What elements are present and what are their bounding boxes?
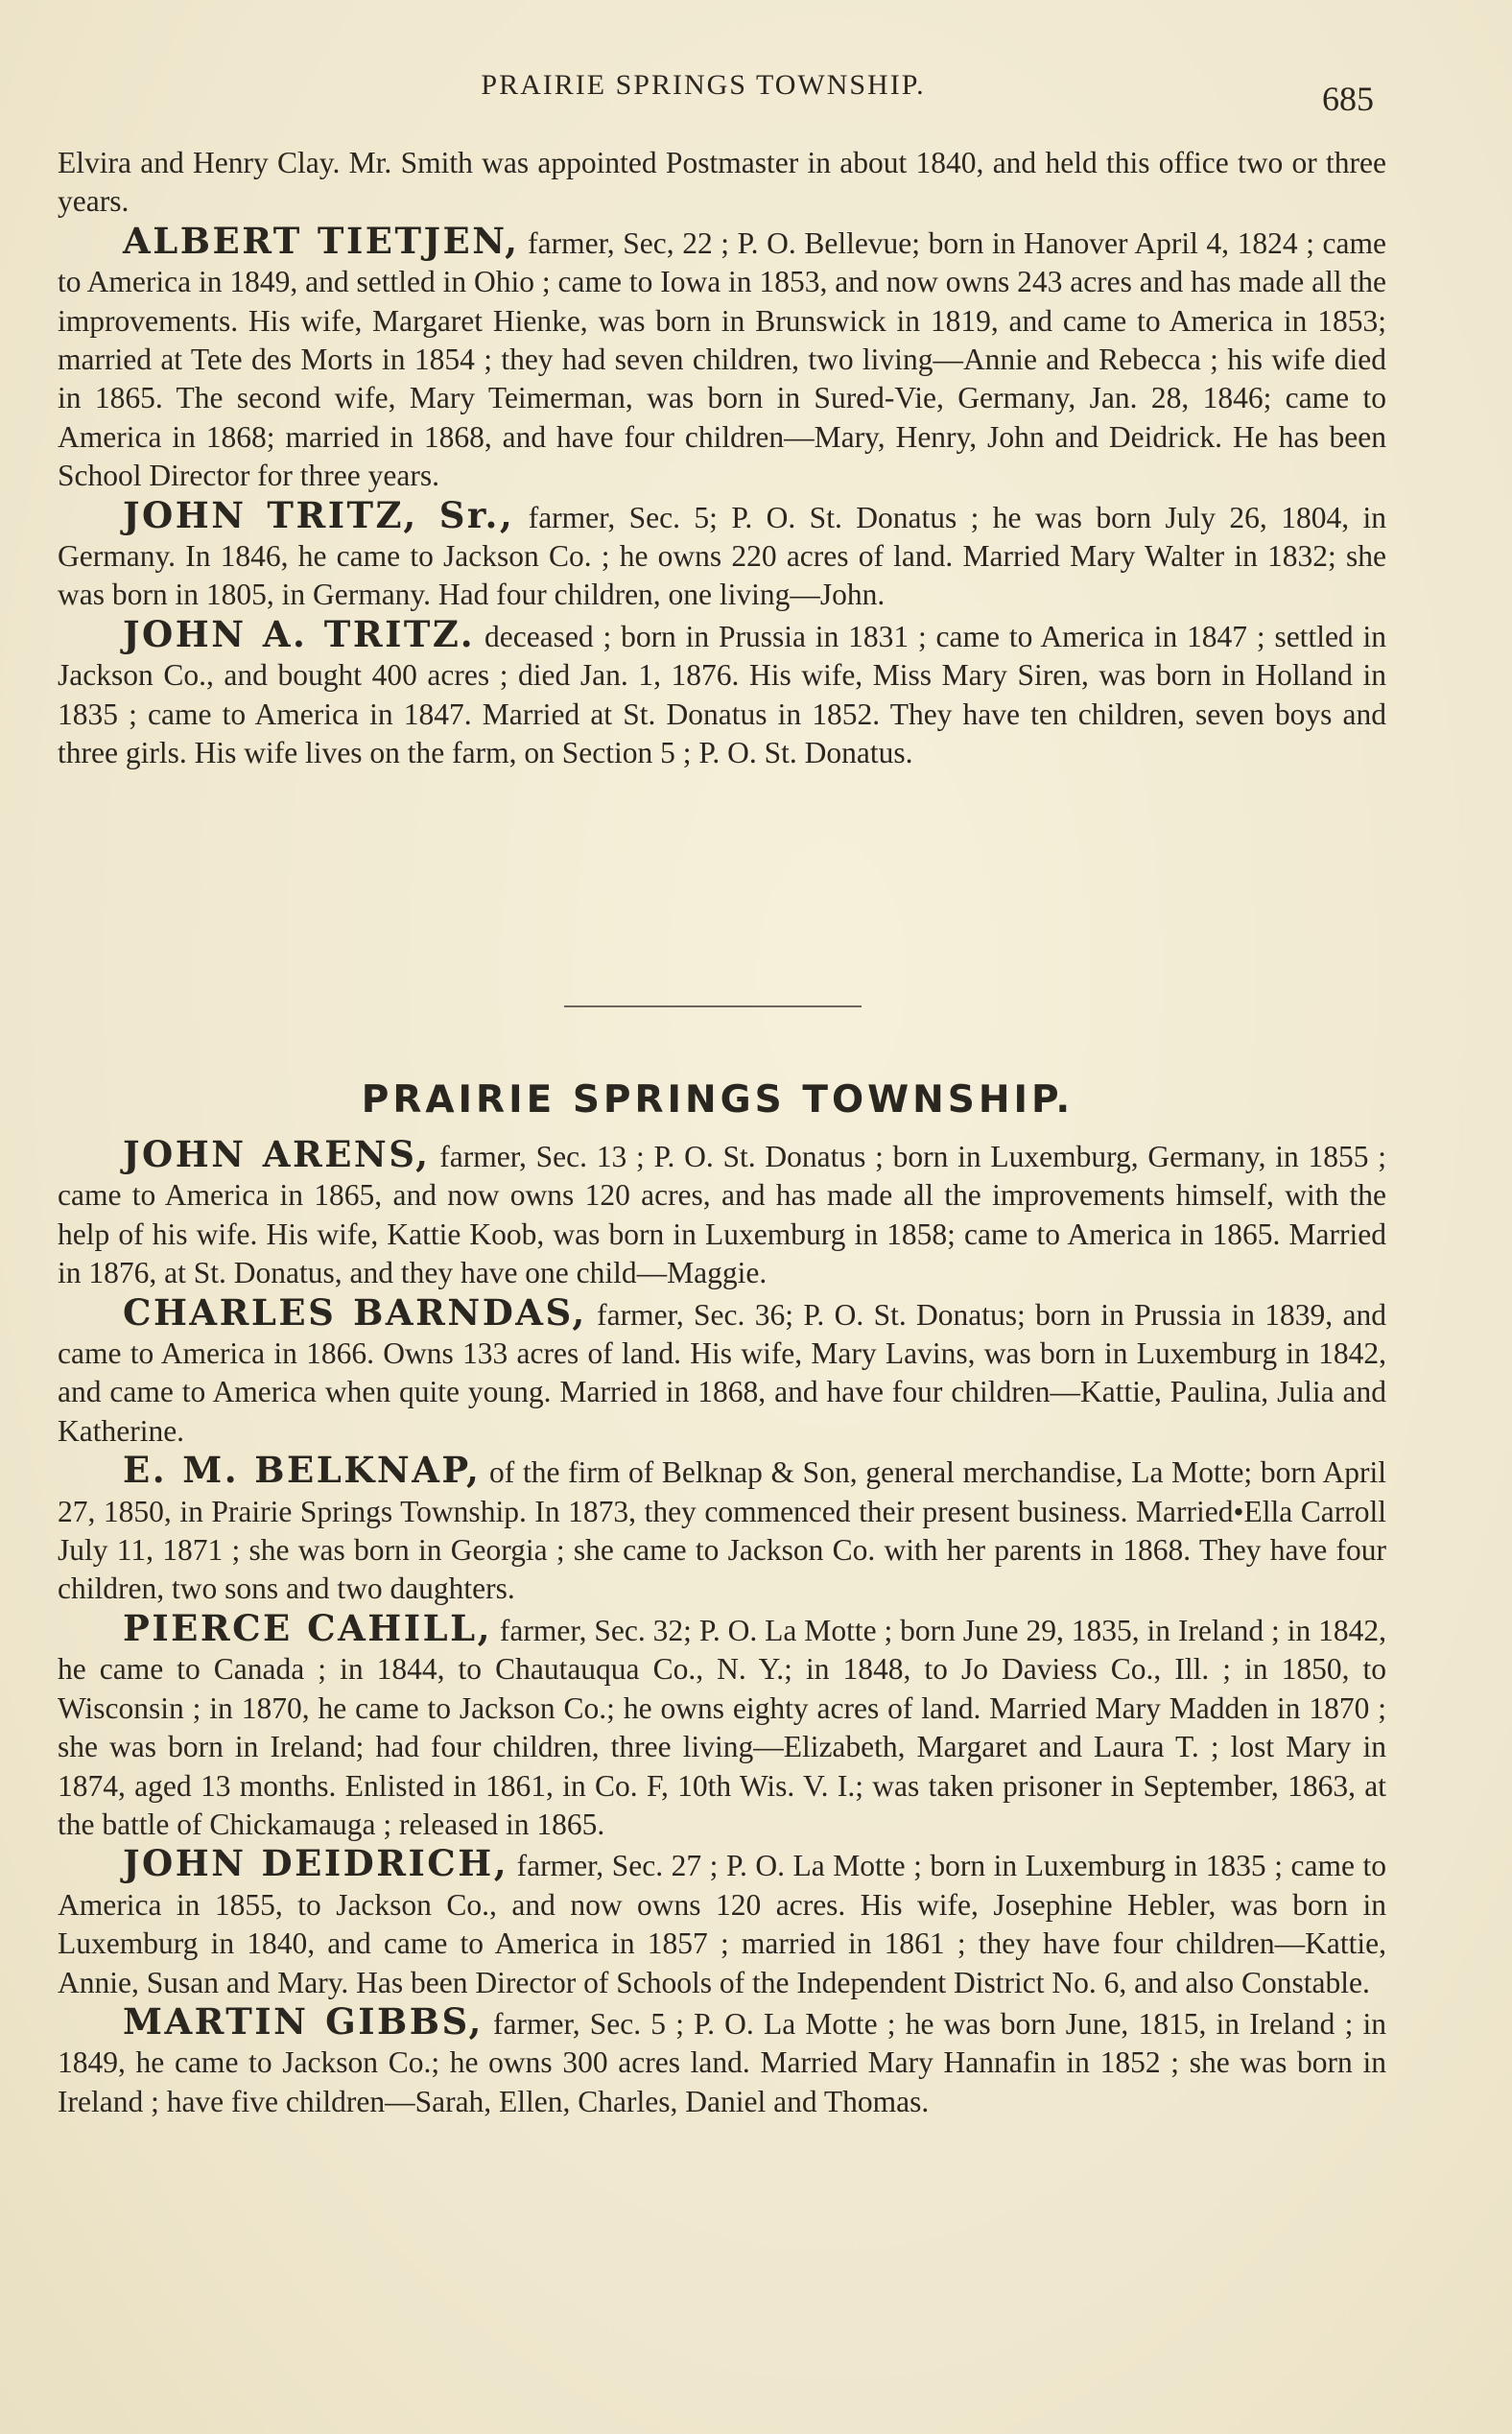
section-heading-text: PRAIRIE SPRINGS TOWNSHIP. — [361, 1078, 1075, 1122]
biography-entry — [58, 1451, 1386, 1609]
section-divider — [564, 1005, 862, 1007]
entry-name: JOHN A. TRITZ. — [123, 612, 476, 655]
continued-entry — [58, 144, 1386, 222]
entry-name: CHARLES BARNDAS, — [123, 1290, 587, 1334]
entry-text: deceased ; born in Prussia in 1831 ; came to America in 1847 ; settled in Jackson Co., and bought 400 acres ; died Jan. 1, 1876. His wife, Miss Mary Siren, was born in Holland in 1835 ; came to America in 1847. Married at St. Donatus in 1852. They have ten children, seven boys and three girls. His wife lives on the farm, on Section 5 ; P. O. St. Donatus. — [58, 619, 1387, 770]
entry-text: of the firm of Belknap & Son, general merchandise, La Motte; born April 27, 1850, in Prairie Springs Township. In 1873, they commenced their present business. Married•Ella Carroll July 11, 1871 ; she was born in Georgia ; she came to Jackson Co. with her parents in 1868. They have four children, two sons and two daughters. — [58, 1455, 1386, 1606]
entry-name: PIERCE CAHILL, — [123, 1606, 492, 1649]
entry-text: farmer, Sec. 32; P. O. La Motte ; born June 29, 1835, in Ireland ; in 1842, he came to Canada ; in 1844, to Chautauqua Co., N. Y.; in 1848, to Jo Daviess Co., Ill. ; in 1850, to Wisconsin ; in 1870, he came to Jackson Co.; he owns eighty acres of land. Married Mary Madden in 1870 ; she was born in Ireland; had four children, three living—Elizabeth, Margaret and Laura T. ; lost Mary in 1874, aged 13 months. Enlisted in 1861, in Co. F, 10th Wis. V. I.; was taken prisoner in September, 1863, at the battle of Chickamauga ; released in 1865. — [58, 1613, 1387, 1841]
entry-text: farmer, Sec. 5 ; P. O. La Motte ; he was born June, 1815, in Ireland ; in 1849, he came to Jackson Co.; he owns 300 acres land. Married Mary Hannafin in 1852 ; she was born in Ireland ; have five children—Sarah, Ellen, Charles, Daniel and Thomas. — [58, 2006, 1386, 2118]
biography-entry — [58, 1135, 1386, 1293]
biography-entry — [58, 1606, 1387, 1844]
biography-entry — [58, 493, 1386, 615]
entry-text: farmer, Sec, 22 ; P. O. Bellevue; born in Hanover April 4, 1824 ; came to America in 1849, and settled in Ohio ; came to Iowa in 1853, and now owns 243 acres and has made all the improvements. His wife, Margaret Hienke, was born in Brunswick in 1819, and came to America in 1853; married at Tete des Morts in 1854 ; they had seven children, two living—Annie and Rebecca ; his wife died in 1865. The second wife, Mary Teimerman, was born in Sured-Vie, Germany, Jan. 28, 1846; came to America in 1868; married in 1868, and have four children—Mary, Henry, John and Deidrick. He has been School Director for three years. — [58, 225, 1386, 493]
entry-text: Elvira and Henry Clay. Mr. Smith was appointed Postmaster in about 1840, and held this office two or three years. — [58, 146, 1386, 219]
entry-name: ALBERT TIETJEN, — [123, 219, 520, 262]
entry-text: farmer, Sec. 5; P. O. St. Donatus ; he was born July 26, 1804, in Germany. In 1846, he came to Jackson Co. ; he owns 220 acres of land. Married Mary Walter in 1832; she was born in 1805, in Germany. Had four children, one living—John. — [58, 500, 1386, 612]
entry-name: MARTIN GIBBS, — [123, 1999, 484, 2043]
entry-name: E. M. BELKNAP, — [123, 1449, 482, 1492]
entry-text: farmer, Sec. 36; P. O. St. Donatus; born in Prussia in 1839, and came to America in 1866. Owns 133 acres of land. His wife, Mary Lavins, was born in Luxemburg in 1842, and came to America when quite young. Married in 1868, and have four children—Kattie, Paulina, Julia and Katherine. — [58, 1297, 1386, 1448]
running-head — [0, 69, 1512, 102]
entry-name: JOHN TRITZ, Sr., — [123, 493, 515, 536]
biography-entry — [58, 1999, 1386, 2121]
section-heading — [0, 1078, 1512, 1122]
entry-text: farmer, Sec. 13 ; P. O. St. Donatus ; born in Luxemburg, Germany, in 1855 ; came to America in 1865, and now owns 120 acres, and has made all the improvements himself, with the help of his wife. His wife, Kattie Koob, was born in Luxemburg in 1858; came to America in 1865. Married in 1876, at St. Donatus, and they have one child—Maggie. — [58, 1140, 1386, 1290]
biography-entry — [58, 219, 1386, 496]
top-entries — [58, 144, 1386, 773]
entry-text: farmer, Sec. 27 ; P. O. La Motte ; born in Luxemburg in 1835 ; came to America in 1855, to Jackson Co., and now owns 120 acres. His wife, Josephine Hebler, was born in Luxemburg in 1840, and came to America in 1857 ; married in 1861 ; they have four children—Kattie, Annie, Susan and Mary. Has been Director of Schools of the Independent District No. 6, and also Constable. — [58, 1849, 1386, 1999]
biography-entry — [58, 612, 1387, 773]
running-head-title: PRAIRIE SPRINGS TOWNSHIP. — [481, 69, 926, 101]
entry-name: JOHN ARENS, — [123, 1133, 431, 1175]
entry-name: JOHN DEIDRICH, — [123, 1842, 509, 1885]
page-number: 685 — [1322, 80, 1374, 118]
biography-entry — [58, 1290, 1386, 1452]
biography-entry — [58, 1844, 1386, 2002]
bottom-entries — [58, 1135, 1386, 2121]
